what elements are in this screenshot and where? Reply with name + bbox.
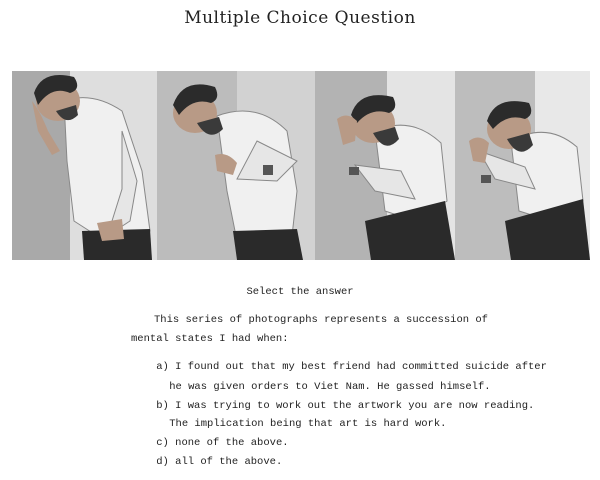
option-a-label: a) (156, 361, 169, 373)
option-d-label: d) (156, 456, 169, 468)
prompt-text: Select the answer (246, 286, 354, 298)
option-a-line-1: I found out that my best friend had committed suicide after (175, 361, 547, 373)
option-c-line-1: none of the above. (175, 437, 289, 449)
option-d[interactable] (131, 444, 282, 480)
option-b-label: b) (156, 400, 169, 412)
option-b-line-2: The implication being that art is hard work. (169, 418, 447, 430)
question-line-2: mental states I had when: (131, 333, 289, 345)
option-d-line-1: all of the above. (175, 456, 283, 468)
option-a-line-2: he was given orders to Viet Nam. He gassed himself. (169, 381, 491, 393)
question-line-1: This series of photographs represents a succession of (154, 314, 488, 326)
option-c-label: c) (156, 437, 169, 449)
page-title: Multiple Choice Question (184, 8, 416, 28)
option-b-line-1: I was trying to work out the artwork you are now reading. (175, 400, 535, 412)
